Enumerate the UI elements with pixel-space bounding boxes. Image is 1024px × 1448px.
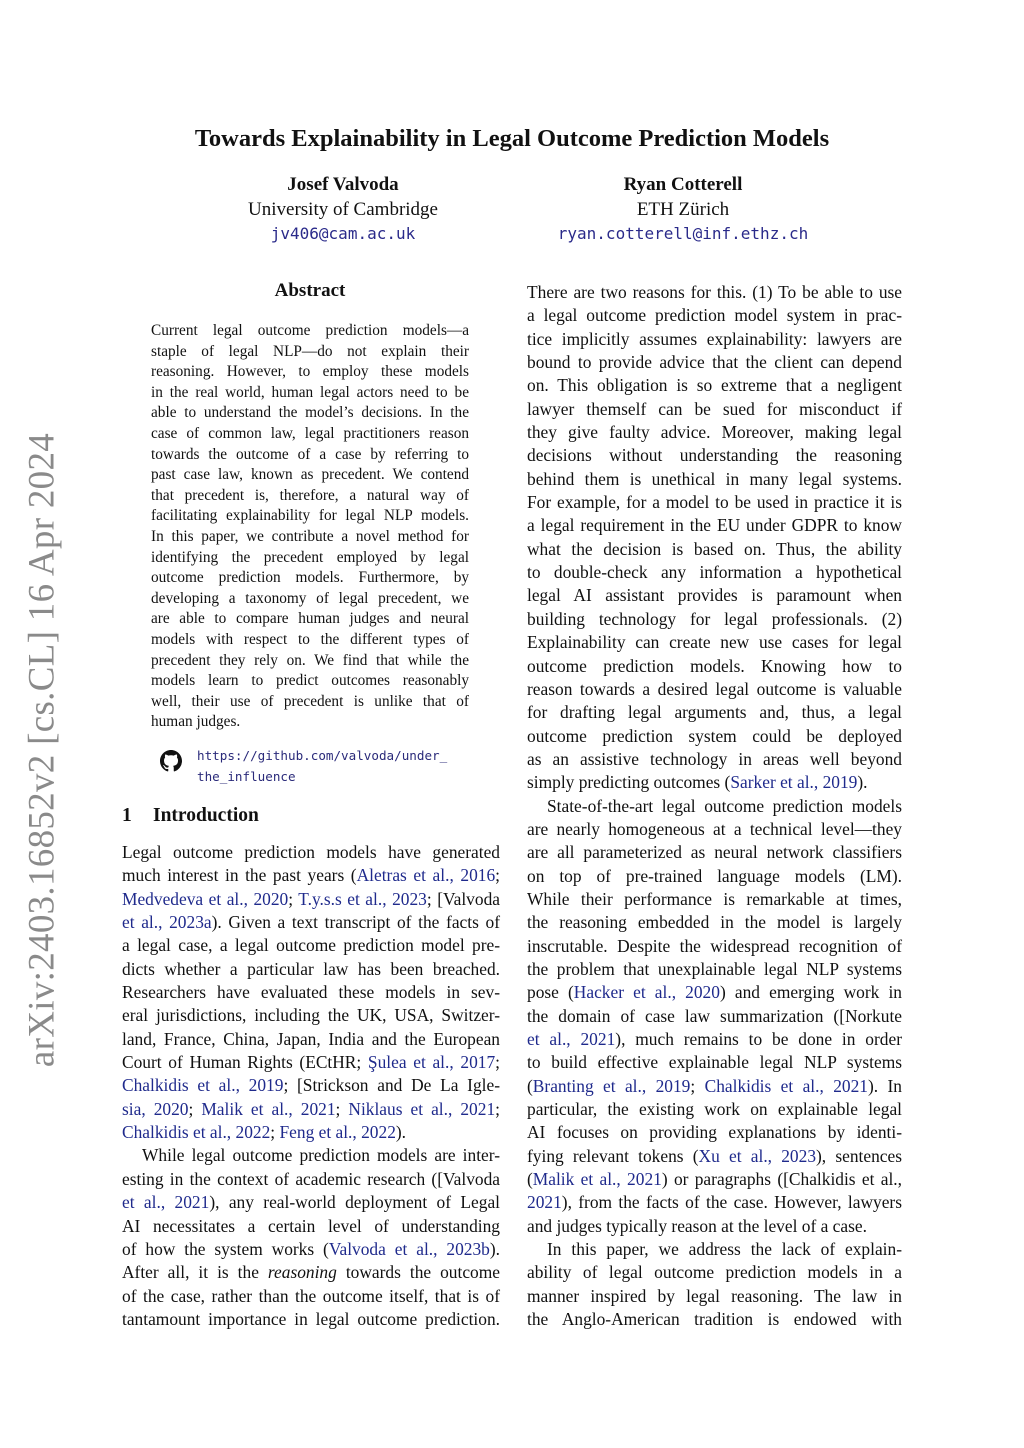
text-line: a legal outcome prediction model system in prac- (527, 305, 902, 326)
text-line: building technology for legal professionals. (2) (527, 608, 902, 629)
text-line: to double-check any information a hypothetical (527, 562, 902, 583)
code-link-line[interactable]: the_influence (197, 768, 296, 784)
github-icon (160, 750, 182, 772)
citation-link[interactable]: Chalkidis et al., 2021 (704, 1075, 868, 1096)
abstract-heading: Abstract (274, 280, 346, 301)
text-line: et al., 2023a). Given a text transcript of the facts of (122, 912, 500, 933)
text-line: sia, 2020; Malik et al., 2021; Niklaus et al., 2021; (122, 1098, 500, 1119)
text-line: After all, it is the reasoning towards the outcome (122, 1262, 500, 1283)
left-column-body (122, 841, 500, 1331)
text-line: what the decision is based on. Thus, the ability (527, 538, 902, 559)
text-line: decisions without understanding the reasoning (527, 445, 902, 466)
text-line: legal AI assistant provides is paramount when (527, 585, 902, 606)
text-line: are nearly homogeneous at a technical level—they (527, 818, 902, 839)
text-line: eral jurisdictions, including the UK, USA, Switzer- (122, 1005, 500, 1026)
text-line: fying relevant tokens (Xu et al., 2023), sentences (527, 1145, 902, 1166)
citation-link[interactable]: Malik et al., 2021 (532, 1169, 662, 1190)
author-email[interactable]: jv406@cam.ac.uk (270, 224, 416, 243)
citation-link[interactable]: Branting et al., 2019 (532, 1075, 691, 1096)
section-heading (122, 805, 259, 827)
citation-link[interactable]: Şulea et al., 2017 (367, 1052, 496, 1073)
text-line: manner inspired by legal reasoning. The law in (527, 1285, 902, 1306)
text-line: to build effective explainable legal NLP systems (527, 1052, 902, 1073)
text-line: dicts whether a particular law has been breached. (122, 958, 500, 979)
text-line: Medvedeva et al., 2020; T.y.s.s et al., 2023; [Valvoda (122, 888, 500, 909)
section-number: 1 (122, 805, 132, 826)
emphasis: reasoning (267, 1262, 337, 1283)
text-line: they give faulty advice. Moreover, making legal (527, 422, 902, 443)
text-line: precedent they rely on. We find that while the (151, 651, 469, 669)
text-line: well, their use of precedent is unlike that of (151, 692, 469, 710)
text-line: that precedent is, therefore, a natural way of (151, 486, 469, 504)
text-line: tantamount importance in legal outcome prediction. (122, 1308, 500, 1329)
text-line: There are two reasons for this. (1) To be able to use (527, 282, 902, 302)
text-line: (Branting et al., 2019; Chalkidis et al., 2021). In (527, 1075, 902, 1096)
text-line: While their performance is remarkable at times, (527, 888, 902, 909)
text-line: are able to compare human judges and neural (151, 610, 469, 628)
author-block (173, 173, 513, 247)
text-line: reason towards a desired legal outcome is valuable (527, 678, 902, 699)
text-line: et al., 2021), any real-world deployment of Legal (122, 1192, 500, 1213)
citation-link[interactable]: Niklaus et al., 2021 (348, 1098, 496, 1119)
text-line: land, France, China, Japan, India and the European (122, 1028, 500, 1049)
text-line: reasoning. However, to employ these models (151, 363, 469, 381)
text-line: simply predicting outcomes (Sarker et al., 2019). (527, 772, 868, 793)
text-line: the domain of case law summarization ([Norkute (527, 1005, 902, 1026)
text-line: For example, for a model to be used in practice it is (527, 492, 902, 513)
text-line: developing a taxonomy of legal precedent, we (151, 589, 469, 607)
citation-link[interactable]: 2021 (527, 1192, 562, 1213)
text-line: While legal outcome prediction models are inter- (142, 1145, 500, 1166)
paper-title: Towards Explainability in Legal Outcome Prediction Models (194, 125, 830, 152)
citation-link[interactable]: Valvoda et al., 2023b (328, 1238, 490, 1259)
text-line: models learn to predict outcomes reasonably (151, 672, 469, 690)
text-line: Chalkidis et al., 2019; [Strickson and De La Igle- (122, 1075, 500, 1096)
citation-link[interactable]: Sarker et al., 2019 (730, 772, 858, 793)
author-affiliation: University of Cambridge (248, 198, 438, 220)
right-column-body (527, 281, 902, 1331)
text-line: case of common law, legal practitioners reason (151, 424, 469, 442)
text-line: behind them is unethical in many legal systems. (527, 468, 902, 489)
text-line: much interest in the past years (Aletras et al., 2016; (122, 865, 501, 886)
text-line: et al., 2021), much remains to be done in order (527, 1029, 902, 1049)
text-line: State-of-the-art legal outcome prediction models (547, 795, 902, 816)
text-line: Current legal outcome prediction models—a (151, 322, 469, 339)
text-line: bound to provide advice that the client can depend (527, 352, 902, 373)
citation-link[interactable]: Malik et al., 2021 (201, 1098, 336, 1119)
text-line: AI focuses on providing explanations by identi- (527, 1122, 902, 1143)
text-line: the problem that unexplainable legal NLP systems (527, 958, 902, 979)
text-line: a legal requirement in the EU under GDPR to know (527, 515, 902, 536)
author-affiliation: ETH Zürich (636, 198, 730, 220)
text-line: able to understand the model’s decisions. In the (151, 404, 469, 422)
citation-link[interactable]: et al., 2021 (527, 1029, 616, 1049)
code-link-line[interactable]: https://github.com/valvoda/under_ (197, 748, 448, 763)
text-line: a legal case, a legal outcome prediction model pre- (122, 935, 500, 956)
text-line: models with respect to the different types of (151, 630, 469, 648)
text-line: as an assistive technology in areas well beyond (527, 748, 902, 769)
citation-link[interactable]: Chalkidis et al., 2022 (122, 1122, 271, 1143)
text-line: In this paper, we contribute a novel method for (151, 527, 469, 545)
text-line: of how the system works (Valvoda et al., 2023b). (122, 1238, 500, 1259)
text-line: 2021), from the facts of the case. However, lawyers (527, 1192, 902, 1213)
text-line: staple of legal NLP—do not explain their (151, 342, 469, 360)
text-line: Chalkidis et al., 2022; Feng et al., 2022). (122, 1122, 407, 1143)
text-line: human judges. (151, 713, 241, 731)
code-repository-link[interactable] (197, 746, 447, 787)
text-line: and judges typically reason at the level of a case. (527, 1215, 867, 1236)
text-line: In this paper, we address the lack of explain- (547, 1239, 902, 1260)
text-line: the reasoning embedded in the model is largely (527, 912, 902, 933)
citation-link[interactable]: Feng et al., 2022 (279, 1122, 396, 1143)
citation-link[interactable]: Aletras et al., 2016 (356, 865, 496, 886)
text-line: outcome prediction models. Knowing how to (527, 655, 902, 676)
text-line: particular, the existing work on explainable legal (527, 1099, 902, 1120)
text-line: the Anglo-American tradition is endowed with (527, 1309, 902, 1330)
author-name: Josef Valvoda (287, 174, 399, 195)
citation-link[interactable]: T.y.s.s et al., 2023 (298, 888, 427, 909)
author-email[interactable]: ryan.cotterell@inf.ethz.ch (557, 224, 809, 243)
text-line: for drafting legal arguments and, thus, a legal (527, 702, 902, 723)
text-line: Researchers have evaluated these models in sev- (122, 982, 500, 1003)
text-line: ability of legal outcome prediction models in a (527, 1262, 902, 1283)
text-line: lawyer themself can be sued for misconduct if (527, 398, 902, 419)
text-line: Legal outcome prediction models have generated (122, 842, 500, 862)
text-line: esting in the context of academic research ([Valvoda (122, 1168, 500, 1189)
citation-link[interactable]: et al., 2023a (122, 912, 212, 933)
citation-link[interactable]: et al., 2021 (122, 1192, 210, 1213)
text-line: towards the outcome of a case by referring to (151, 445, 469, 463)
text-line: Court of Human Rights (ECtHR; Şulea et al., 2017; (122, 1052, 500, 1073)
citation-link[interactable]: Xu et al., 2023 (698, 1145, 817, 1166)
text-line: outcome prediction models. Furthermore, by (151, 569, 469, 587)
text-line: AI necessitates a certain level of understanding (122, 1215, 500, 1236)
text-line: past case law, known as precedent. We contend (151, 466, 469, 484)
citation-link[interactable]: Medvedeva et al., 2020 (122, 888, 289, 909)
text-line: tice implicitly assumes explainability: lawyers are (527, 328, 902, 349)
text-line: identifying the precedent employed by legal (151, 548, 469, 566)
text-line: (Malik et al., 2021) or paragraphs ([Chalkidis et al., (527, 1169, 902, 1190)
citation-link[interactable]: sia, 2020 (122, 1098, 189, 1119)
text-line: Explainability can create new use cases for legal (527, 632, 902, 653)
arxiv-identifier: arXiv:2403.16852v2 [cs.CL] 16 Apr 2024 (21, 432, 63, 1068)
text-line: in the real world, human legal actors need to be (151, 383, 469, 401)
text-line: facilitating explainability for legal NLP models. (151, 507, 469, 525)
section-title: Introduction (153, 805, 259, 826)
text-line: of the case, rather than the outcome itself, that is of (122, 1285, 500, 1306)
citation-link[interactable]: Chalkidis et al., 2019 (122, 1075, 284, 1096)
text-line: pose (Hacker et al., 2020) and emerging work in (527, 982, 902, 1003)
author-name: Ryan Cotterell (623, 174, 743, 195)
author-block (513, 173, 853, 247)
text-line: inscrutable. Despite the widespread recognition of (527, 935, 902, 956)
text-line: outcome prediction system could be deployed (527, 725, 902, 746)
text-line: on. This obligation is so extreme that a negligent (527, 375, 902, 396)
abstract-body (151, 321, 469, 733)
text-line: on top of pre-trained language models (LM). (527, 865, 902, 886)
citation-link[interactable]: Hacker et al., 2020 (573, 982, 720, 1003)
text-line: are all parameterized as neural network classifiers (527, 842, 902, 863)
